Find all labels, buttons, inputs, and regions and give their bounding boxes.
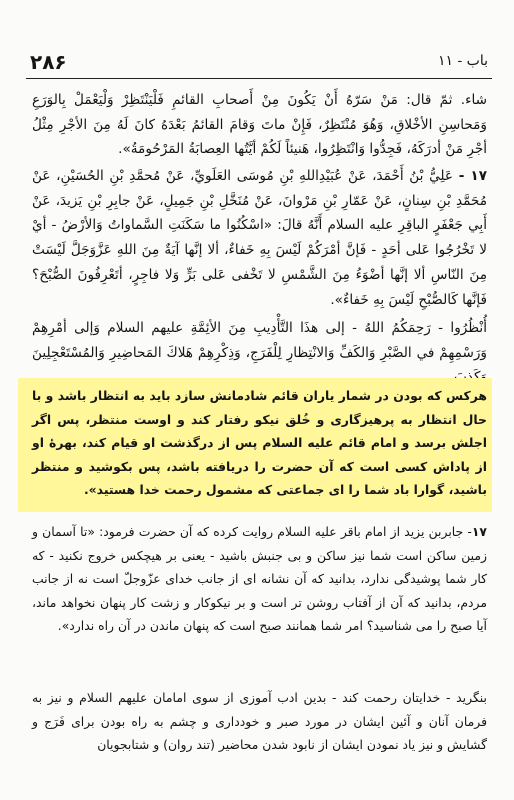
hadith-number: ۱۷ [471,524,487,539]
page-number: ۲۸۶ [30,50,67,74]
persian-author-note: بنگريد - خدايتان رحمت كند - بدين ادب آموزی از سوی امامان عليهم السلام و نيز به فرمان آنان و آئين ايشان در مورد صبر و خودداری و چشم به راه بودن برای فَرَج و گشايش و نيز ياد نمودن ايشان از نابود شدن محاضير (تند روان) و شتابجويان [32,690,487,753]
arabic-hadith-16-ending: شاء. ثمّ قال: مَنْ سَرّهُ أَنْ يَكُونَ مِنْ أَصحابِ القائمِ فَلْيَنْتَظِرْ وَلْيَعْمَلْ بِالوَرَعِ وَمَحاسِنِ الأخْلاقِ، وَهُوَ مُنْتَظِرٌ، فَإِنْ ماتَ وَقامَ القائمُ بَعْدَهُ كانَ لَهُ مِنَ الأجْرِ مِثْلُ أجْرِ مَنْ أدرَكَهُ، فَجِدُّوا وَانْتَظِرُوا، هَنيئاً لَكُمْ أيَّتُها العِصابَةُ المَرْحُومَةُ». [32,92,487,158]
hadith-text: عَلِيُّ بْنُ أَحْمَدَ، عَنْ عُبَيْدِاللهِ بْنِ مُوسَى العَلَويِّ، عَنْ مُحمَّدِ بْنِ الحُسَيْنِ، عَنْ مُحَمَّدِ بْنِ سِنانٍ، عَنْ عَمّارِ بْنِ مَرْوانَ، عَنْ مُنَخَّلِ بْنِ جَمِيلٍ، عَنْ جابِرِ بْنِ يَزيدَ، عَنْ أَبِي جَعْفَرٍ الباقِرِ عليه السلام أَنَّهُ قالَ: «اسْكُنُوا ما سَكَنَتِ السَّماواتُ وَالأرْضُ - أيْ لا تَخْرُجُوا عَلى أحَدٍ - فَإنَّ أمْرَكُمْ لَيْسَ بِهِ خَفاءٌ، ألا إنَّها آيَةٌ مِنَ اللهِ عَزَّوَجَلَّ لَيْسَتْ مِنَ النّاسِ ألا إنَّها أضْوَءُ مِنَ الشَّمْسِ لا تَخْفى عَلى بَرٍّ وَلا فاجِرٍ، أتَعْرِفُونَ الصُّبْحَ؟ فَإنَّها كَالصُّبْحِ لَيْسَ بِهِ خَفاءٌ». [32,168,487,308]
arabic-hadith-17 [32,164,487,312]
hadith-translation: - جابربن يزيد از امام باقر عليه السلام روايت كرده كه آن حضرت فرمود: «تا آسمان و زمين ساكن است شما نيز ساكن و بی جنبش باشيد - يعنی بر هيچكس خروج نكنيد - كه كار شما پوشيدگی ندارد، بدانيد كه آن نشانه ای از جانب خدای عزّوجلّ است نه از جانب مردم، بدانيد كه آن از آفتاب روشن تر است و بر نيكوكار و زشت كار پنهان نخواهد ماند، آيا صبح را می شناسيد؟ امر شما همانند صبح است كه پنهان ماندن در آن راه ندارد». [32,524,487,634]
arabic-author-note: أُنْظُرُوا - رَحِمَكُمُ اللهُ - إلى هذَا التَّأْدِيبِ مِنَ الأئِمَّةِ عليهم السلام وَإلى أمْرِهِمْ وَرَسْمِهِمْ في الصَّبْرِ وَالكَفِّ وَالانْتِظارِ لِلْفَرَجِ، وَذِكْرِهِمْ هَلاكَ المَحاضِيرِ وَالمُسْتَعْجِلِينَ [32,320,487,361]
persian-hadith-17 [32,520,487,638]
hadith-number: ۱۷ - [458,168,488,184]
chapter-label: باب - ۱۱ [437,53,488,69]
header-divider [26,78,492,79]
page-header [30,50,488,76]
persian-highlighted-passage: هركس كه بودن در شمار ياران قائم شادمانش سازد بايد به انتظار باشد و با حال انتظار به پرهيزگاری و خُلق نيكو رفتار كند و اوست منتظر، پس اگر اجلش برسد و امام قائم عليه السلام پس از درگذشت او قيام كند، بهرهٔ او از پاداش كسی است كه آن حضرت را دريافته باشد، پس بكوشيد و منتظر باشيد، گوارا باد شما را ای جماعتی كه مشمول رحمت خدا هستيد». [32,388,487,498]
